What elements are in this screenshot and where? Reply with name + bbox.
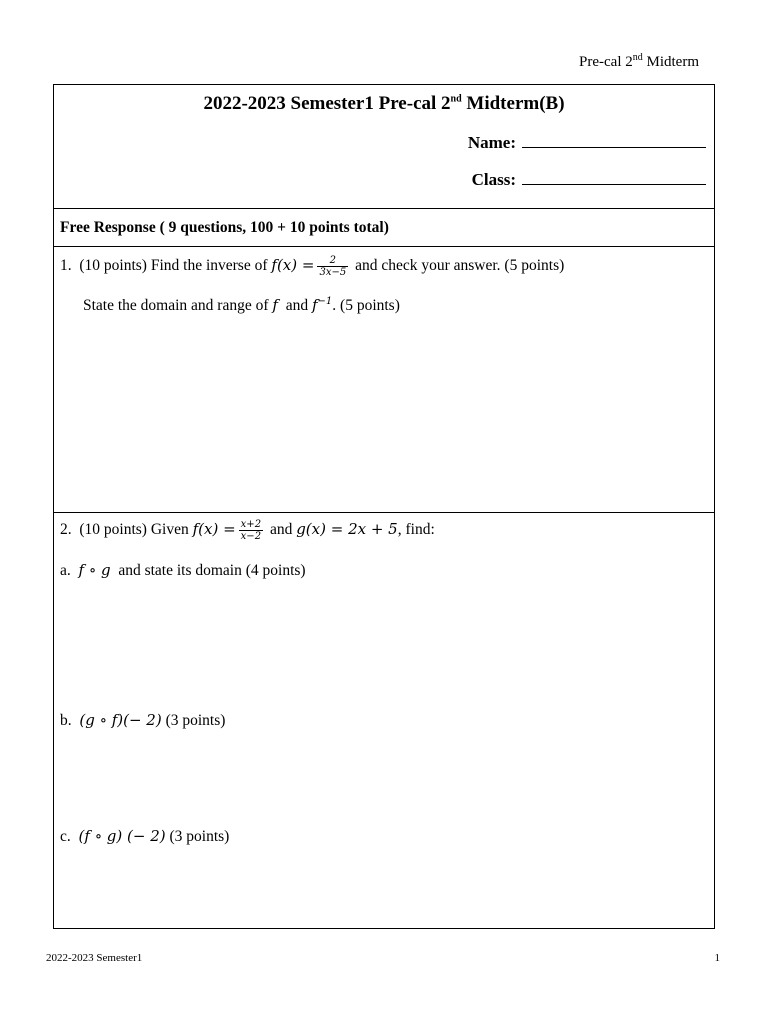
class-field[interactable]: Class: [472,170,706,190]
q1-fraction: $\frac{2}{3x-5}$ [319,255,347,278]
question-2 [54,513,714,928]
q1-line2: State the domain and range of f and $f^{-1}$. (5 points) [83,296,400,315]
question-1 [54,247,714,513]
section-header [54,209,714,247]
exam-frame [53,84,715,929]
page-number: 1 [714,952,720,964]
q2-part-c: c. (f ∘ g) (− 2) (3 points) [60,827,230,845]
exam-title: 2022-2023 Semester1 Pre-cal 2nd Midterm(B) [203,93,565,114]
q2-fraction: $\frac{x+2}{x-2}$ [240,519,262,542]
title-block [54,85,714,209]
section-title: Free Response ( 9 questions, 100 + 10 points total) [60,219,389,236]
name-field[interactable]: Name: [468,133,706,153]
q2-line1: 2. (10 points) Given f(x) = $\frac{x+2}{x-2}$ and g(x) = 2x + 5, find: [60,519,435,542]
footer-left: 2022-2023 Semester1 [46,952,143,964]
q2-part-b: b. (g ∘ f)(− 2) (3 points) [60,711,226,729]
q1-line1: 1. (10 points) Find the inverse of f(x) = $\frac{2}{3x-5}$ and check your answer. (5 points) [60,255,565,278]
q2-part-a: a. f ∘ g and state its domain (4 points) [60,561,306,579]
running-header: Pre-cal 2nd Midterm [579,52,699,70]
